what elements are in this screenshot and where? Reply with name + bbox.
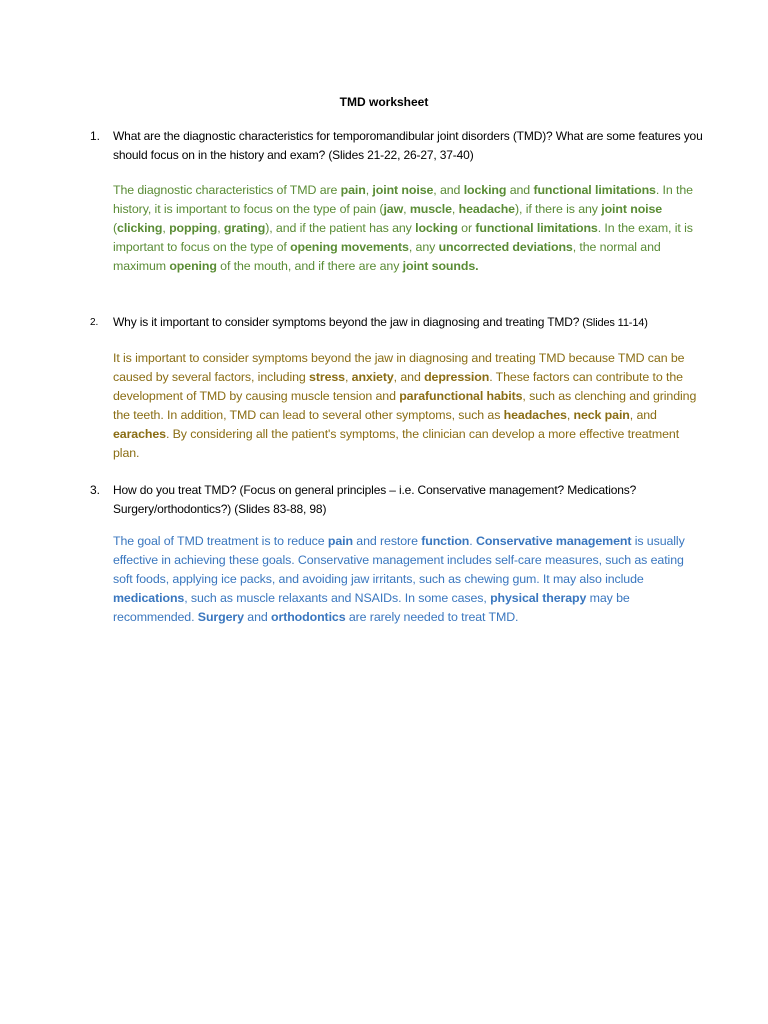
- answer-keyword: headaches: [503, 408, 567, 422]
- answer-text: and: [243, 610, 271, 624]
- answer-keyword: locking: [463, 183, 507, 197]
- answer-text: and: [506, 183, 534, 197]
- answer-text: . These factors can contribute to the development of TMD by causing muscle tension and: [113, 370, 683, 403]
- answer-keyword: clicking: [117, 221, 163, 235]
- answer-text: , such as muscle relaxants and NSAIDs. In some cases,: [184, 591, 491, 605]
- answer-1: [113, 181, 703, 276]
- answer-keyword: jaw: [383, 202, 404, 216]
- answer-text: , and: [433, 183, 464, 197]
- answer-keyword: pain: [340, 183, 366, 197]
- question-2: [90, 313, 720, 333]
- answer-text: of the mouth, and if there are any: [216, 259, 403, 273]
- answer-keyword: functional limitations: [533, 183, 656, 197]
- question-slides-ref: (Slides 11-14): [579, 317, 648, 329]
- answer-keyword: neck pain: [573, 408, 630, 422]
- answer-text: The diagnostic characteristics of TMD are: [113, 183, 341, 197]
- question-number: 1.: [90, 129, 101, 143]
- answer-keyword: locking: [415, 221, 458, 235]
- answer-text: .: [469, 534, 476, 548]
- answer-text: ,: [162, 221, 170, 235]
- answer-keyword: stress: [309, 370, 345, 384]
- answer-keyword: joint noise: [372, 183, 434, 197]
- answer-2: [113, 349, 703, 463]
- answer-text: ,: [403, 202, 410, 216]
- answer-keyword: opening movements: [290, 240, 409, 254]
- answer-text: ,: [365, 183, 373, 197]
- answer-keyword: physical therapy: [490, 591, 587, 605]
- answer-text: , the normal and maximum: [113, 240, 661, 273]
- answer-text: ,: [217, 221, 224, 235]
- answer-text: It is important to consider symptoms beyond the jaw in diagnosing and treating TMD because TMD can be caused by several factors, including: [113, 351, 685, 384]
- answer-text: ,: [451, 202, 459, 216]
- answer-keyword: muscle: [409, 202, 452, 216]
- question-text-main: Why is it important to consider symptoms beyond the jaw in diagnosing and treating TMD?: [113, 315, 580, 329]
- answer-keyword: functional limitations: [475, 221, 598, 235]
- answer-text: , and: [629, 408, 657, 422]
- question-text: [113, 313, 720, 333]
- answer-text: . In the exam, it is important to focus on the type of: [113, 221, 693, 254]
- answer-text: ,: [344, 370, 352, 384]
- question-3: [90, 481, 720, 519]
- page-title: TMD worksheet: [339, 95, 429, 109]
- answer-text: are rarely needed to treat TMD.: [345, 610, 519, 624]
- answer-keyword: earaches: [113, 427, 166, 441]
- answer-keyword: uncorrected deviations: [438, 240, 573, 254]
- answer-text: (: [113, 221, 118, 235]
- answer-keyword: orthodontics: [271, 610, 346, 624]
- answer-text: , any: [408, 240, 439, 254]
- answer-keyword: anxiety: [351, 370, 394, 384]
- answer-keyword: Conservative management: [475, 534, 632, 548]
- answer-text: and restore: [352, 534, 422, 548]
- answer-keyword: joint noise: [601, 202, 663, 216]
- question-text: What are the diagnostic characteristics for temporomandibular joint disorders (TMD)? What are some features you should focus on in the history and exam? (Slides 21-22, 26-27, 37-40): [113, 129, 703, 162]
- answer-keyword: joint sounds.: [402, 259, 479, 273]
- question-number: 3.: [90, 483, 101, 497]
- answer-text: ,: [566, 408, 574, 422]
- answer-text: or: [457, 221, 476, 235]
- answer-text: . In the history, it is important to focus on the type of pain (: [113, 183, 693, 216]
- answer-text: , such as clenching and grinding the teeth. In addition, TMD can lead to several other symptoms, such as: [113, 389, 697, 422]
- answer-text: is usually effective in achieving these goals. Conservative management includes self-care measures, such as eating soft foods, applying ice packs, and avoiding jaw irritants, such as chewing gum. It may also include: [113, 534, 685, 586]
- answer-text: . By considering all the patient's symptoms, the clinician can develop a more effective treatment plan.: [113, 427, 680, 460]
- answer-keyword: grating: [223, 221, 266, 235]
- answer-keyword: function: [421, 534, 470, 548]
- question-text: How do you treat TMD? (Focus on general principles – i.e. Conservative management? Medications? Surgery/orthodontics?) (Slides 83-88, 98): [113, 483, 637, 516]
- answer-keyword: headache: [458, 202, 515, 216]
- answer-keyword: pain: [327, 534, 353, 548]
- answer-keyword: parafunctional habits: [399, 389, 523, 403]
- answer-keyword: opening: [169, 259, 217, 273]
- answer-3: [113, 532, 703, 627]
- answer-text: , and: [393, 370, 425, 384]
- answer-text: ), if there is any: [514, 202, 602, 216]
- question-1: [90, 127, 720, 165]
- answer-keyword: popping: [169, 221, 218, 235]
- answer-text: The goal of TMD treatment is to reduce: [113, 534, 328, 548]
- answer-keyword: medications: [113, 591, 185, 605]
- answer-keyword: depression: [424, 370, 490, 384]
- answer-keyword: Surgery: [197, 610, 244, 624]
- question-number: 2.: [90, 317, 99, 328]
- answer-text: ), and if the patient has any: [265, 221, 416, 235]
- answer-text: may be recommended.: [113, 591, 630, 624]
